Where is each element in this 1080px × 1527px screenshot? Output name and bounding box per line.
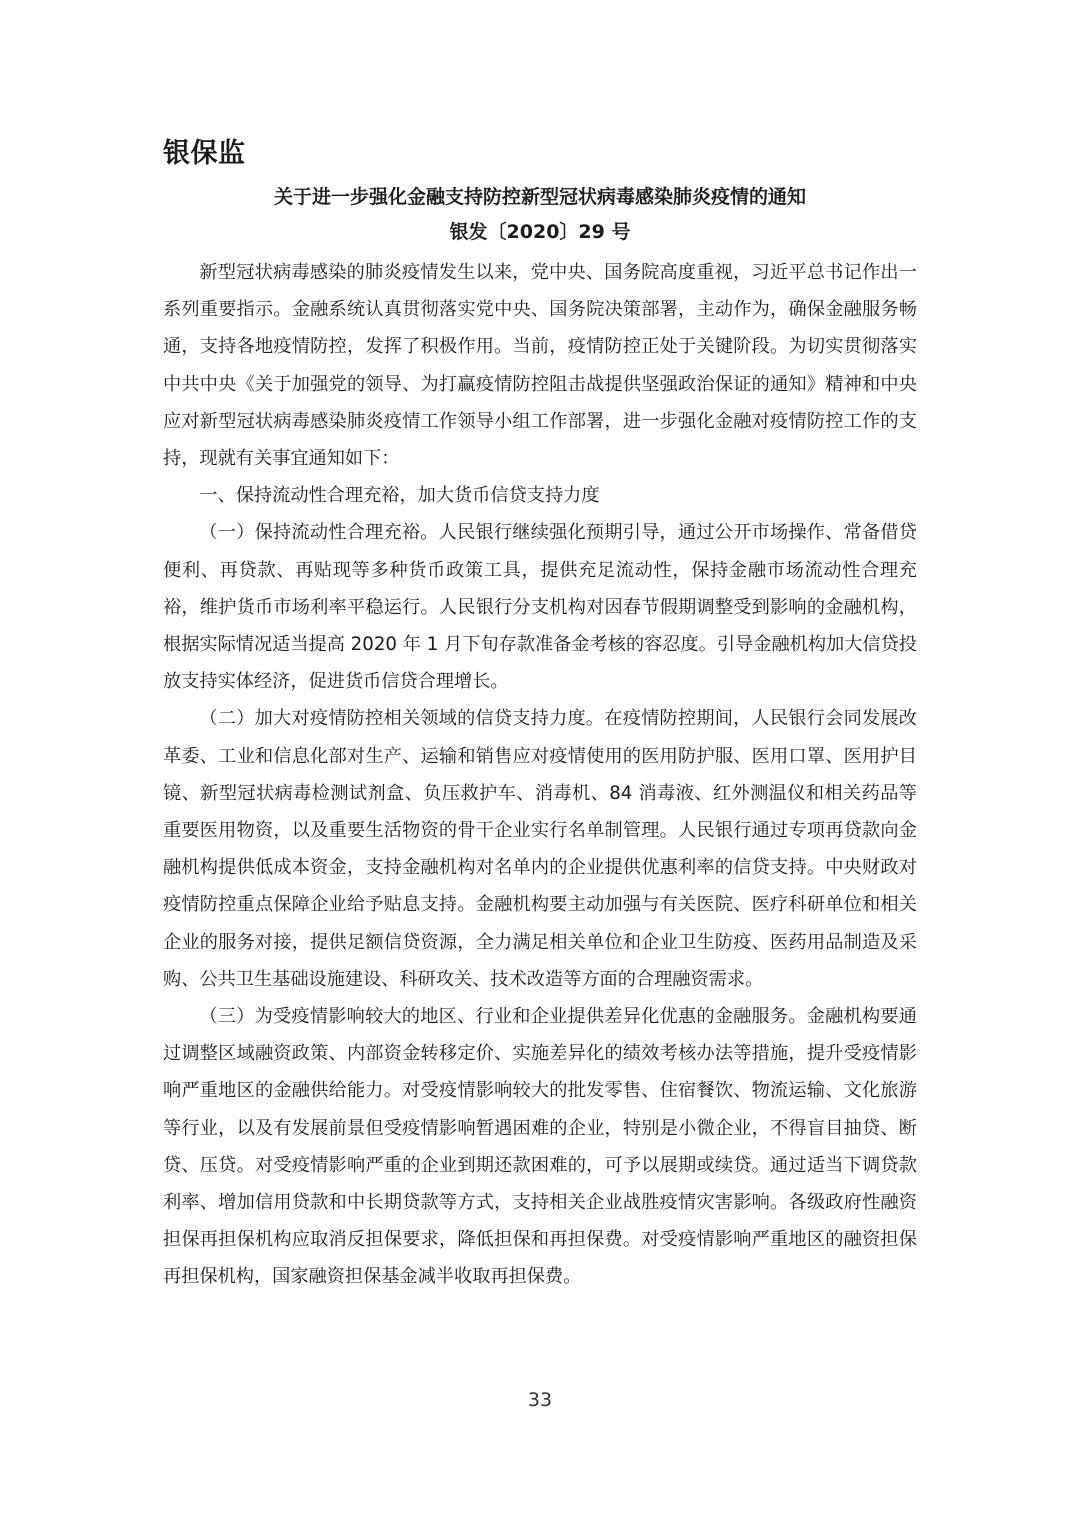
intro-paragraph: 新型冠状病毒感染的肺炎疫情发生以来，党中央、国务院高度重视，习近平总书记作出一系列重要指示。金融系统认真贯彻落实党中央、国务院决策部署，主动作为，确保金融服务畅通，支持各地疫情防控，发挥了积极作用。当前，疫情防控正处于关键阶段。为切实贯彻落实中共中央《关于加强党的领导、为打赢疫情防控阻击战提供坚强政治保证的通知》精神和中央应对新型冠状病毒感染肺炎疫情工作领导小组工作部署，进一步强化金融对疫情防控工作的支持，现就有关事宜通知如下：	[163, 262, 917, 470]
section-one-heading: 一、保持流动性合理充裕，加大货币信贷支持力度	[199, 485, 600, 507]
document-title: 关于进一步强化金融支持防控新型冠状病毒感染肺炎疫情的通知	[273, 186, 806, 208]
document-body	[163, 254, 917, 1296]
page-number: 33	[527, 1389, 553, 1411]
clause-one-paragraph: （一）保持流动性合理充裕。人民银行继续强化预期引导，通过公开市场操作、常备借贷便利、再贷款、再贴现等多种货币政策工具，提供充足流动性，保持金融市场流动性合理充裕，维护货币市场利率平稳运行。人民银行分支机构对因春节假期调整受到影响的金融机构，根据实际情况适当提高 2020 年 1 月下旬存款准备金考核的容忍度。引导金融机构加大信贷投放支持实体经济，促进货币信贷合理增长。	[163, 522, 917, 693]
clause-two-paragraph: （二）加大对疫情防控相关领域的信贷支持力度。在疫情防控期间，人民银行会同发展改革委、工业和信息化部对生产、运输和销售应对疫情使用的医用防护服、医用口罩、医用护目镜、新型冠状病毒检测试剂盒、负压救护车、消毒机、84 消毒液、红外测温仪和相关药品等重要医用物资，以及重要生活物资的骨干企业实行名单制管理。人民银行通过专项再贷款向金融机构提供低成本资金，支持金融机构对名单内的企业提供优惠利率的信贷支持。中央财政对疫情防控重点保障企业给予贴息支持。金融机构要主动加强与有关医院、医疗科研单位和相关企业的服务对接，提供足额信贷资源，全力满足相关单位和企业卫生防疫、医药用品制造及采购、公共卫生基础设施建设、科研攻关、技术改造等方面的合理融资需求。	[163, 708, 917, 990]
document-number: 银发〔2020〕29 号	[449, 221, 631, 243]
section-heading: 银保监	[163, 138, 246, 169]
clause-three-paragraph: （三）为受疫情影响较大的地区、行业和企业提供差异化优惠的金融服务。金融机构要通过调整区域融资政策、内部资金转移定价、实施差异化的绩效考核办法等措施，提升受疫情影响严重地区的金融供给能力。对受疫情影响较大的批发零售、住宿餐饮、物流运输、文化旅游等行业，以及有发展前景但受疫情影响暂遇困难的企业，特别是小微企业，不得盲目抽贷、断贷、压贷。对受疫情影响严重的企业到期还款困难的，可予以展期或续贷。通过适当下调贷款利率、增加信用贷款和中长期贷款等方式，支持相关企业战胜疫情灾害影响。各级政府性融资担保再担保机构应取消反担保要求，降低担保和再担保费。对受疫情影响严重地区的融资担保再担保机构，国家融资担保基金减半收取再担保费。	[163, 1006, 917, 1288]
